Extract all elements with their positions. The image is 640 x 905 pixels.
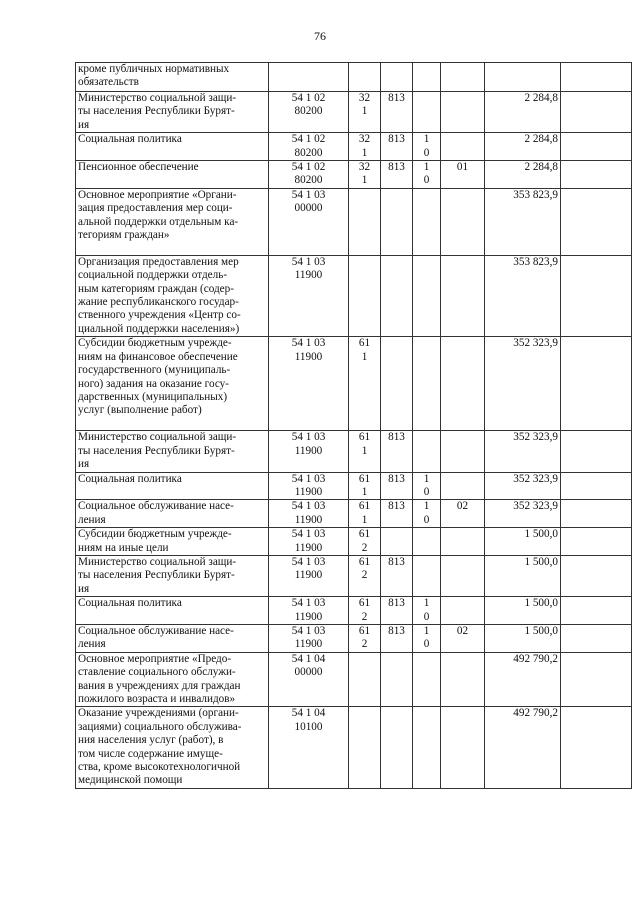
row-expense-type (349, 255, 381, 336)
row-section (413, 528, 441, 556)
row-expense-type (349, 188, 381, 255)
row-amount: 2 284,8 (485, 161, 561, 189)
table-row (76, 92, 632, 133)
row-expense-type: 32 1 (349, 133, 381, 161)
row-subsection (441, 255, 485, 336)
row-ministry-code: 813 (381, 500, 413, 528)
row-name: Социальное обслуживание насе- ления (76, 624, 269, 652)
table-row (76, 188, 632, 255)
row-section (413, 431, 441, 472)
row-subsection (441, 92, 485, 133)
table-row (76, 133, 632, 161)
row-name: Субсидии бюджетным учрежде- ниям на иные цели (76, 528, 269, 556)
row-section: 1 0 (413, 133, 441, 161)
row-subsection (441, 133, 485, 161)
row-section (413, 92, 441, 133)
row-expense-type: 61 1 (349, 431, 381, 472)
row-amount: 1 500,0 (485, 555, 561, 596)
row-name: Министерство социальной защи- ты населения Республики Бурят- ия (76, 431, 269, 472)
row-subsection (441, 555, 485, 596)
row-expense-type: 61 1 (349, 472, 381, 500)
page-number: 76 (314, 29, 326, 43)
row-target-code: 54 1 03 00000 (269, 188, 349, 255)
row-ministry-code: 813 (381, 555, 413, 596)
row-target-code: 54 1 03 11900 (269, 597, 349, 625)
row-name: Социальное обслуживание насе- ления (76, 500, 269, 528)
row-name: Пенсионное обеспечение (76, 161, 269, 189)
row-ministry-code (381, 188, 413, 255)
table-row (76, 472, 632, 500)
row-empty-cell (561, 161, 632, 189)
row-target-code: 54 1 03 11900 (269, 624, 349, 652)
row-amount: 1 500,0 (485, 624, 561, 652)
row-section (413, 337, 441, 431)
row-expense-type: 61 2 (349, 555, 381, 596)
table-row (76, 431, 632, 472)
row-empty-cell (561, 472, 632, 500)
row-name: Социальная политика (76, 472, 269, 500)
row-empty-cell (561, 431, 632, 472)
row-ministry-code: 813 (381, 92, 413, 133)
row-empty-cell (561, 133, 632, 161)
row-subsection (441, 337, 485, 431)
row-section (413, 652, 441, 707)
row-target-code: 54 1 03 11900 (269, 255, 349, 336)
table-row (76, 161, 632, 189)
row-section (413, 555, 441, 596)
table-row (76, 707, 632, 788)
row-empty-cell (561, 652, 632, 707)
row-expense-type (349, 707, 381, 788)
row-subsection (441, 707, 485, 788)
table-row (76, 528, 632, 556)
row-expense-type (349, 63, 381, 92)
budget-table (75, 62, 632, 789)
row-ministry-code (381, 63, 413, 92)
row-subsection (441, 652, 485, 707)
table-row (76, 500, 632, 528)
row-name: Социальная политика (76, 133, 269, 161)
row-target-code: 54 1 02 80200 (269, 161, 349, 189)
row-name: кроме публичных нормативных обязательств (76, 63, 269, 92)
row-expense-type: 61 2 (349, 528, 381, 556)
row-ministry-code (381, 255, 413, 336)
row-name: Оказание учреждениями (органи- зациями) социального обслужива- ния населения услуг (работ), в том числе содержание имуще- ства, кроме высокотехнологичной медицинской помощи (76, 707, 269, 788)
row-empty-cell (561, 63, 632, 92)
row-amount: 352 323,9 (485, 337, 561, 431)
row-empty-cell (561, 624, 632, 652)
row-target-code: 54 1 04 10100 (269, 707, 349, 788)
row-target-code (269, 63, 349, 92)
row-subsection: 01 (441, 161, 485, 189)
row-ministry-code: 813 (381, 431, 413, 472)
row-subsection (441, 597, 485, 625)
row-amount: 353 823,9 (485, 255, 561, 336)
row-subsection (441, 528, 485, 556)
row-subsection: 02 (441, 624, 485, 652)
table-row (76, 63, 632, 92)
row-subsection: 02 (441, 500, 485, 528)
row-target-code: 54 1 02 80200 (269, 133, 349, 161)
table-body (76, 63, 632, 789)
table-row (76, 652, 632, 707)
row-target-code: 54 1 03 11900 (269, 472, 349, 500)
table-row (76, 597, 632, 625)
row-ministry-code: 813 (381, 133, 413, 161)
row-ministry-code (381, 652, 413, 707)
row-empty-cell (561, 555, 632, 596)
row-expense-type: 61 1 (349, 337, 381, 431)
row-target-code: 54 1 02 80200 (269, 92, 349, 133)
table-row (76, 624, 632, 652)
row-subsection (441, 472, 485, 500)
row-empty-cell (561, 597, 632, 625)
row-amount: 1 500,0 (485, 597, 561, 625)
row-ministry-code (381, 528, 413, 556)
table-row (76, 255, 632, 336)
row-amount: 352 323,9 (485, 500, 561, 528)
row-target-code: 54 1 04 00000 (269, 652, 349, 707)
row-expense-type: 61 1 (349, 500, 381, 528)
table-row (76, 555, 632, 596)
row-amount: 2 284,8 (485, 133, 561, 161)
row-ministry-code: 813 (381, 597, 413, 625)
row-section: 1 0 (413, 500, 441, 528)
row-expense-type: 32 1 (349, 161, 381, 189)
row-subsection (441, 63, 485, 92)
row-empty-cell (561, 188, 632, 255)
row-section: 1 0 (413, 624, 441, 652)
row-section (413, 63, 441, 92)
row-empty-cell (561, 707, 632, 788)
row-section: 1 0 (413, 161, 441, 189)
row-name: Основное мероприятие «Органи- зация предоставления мер соци- альной поддержки отдельным ка- тегориям граждан» (76, 188, 269, 255)
row-amount: 2 284,8 (485, 92, 561, 133)
row-empty-cell (561, 92, 632, 133)
row-section (413, 707, 441, 788)
row-ministry-code (381, 337, 413, 431)
row-empty-cell (561, 337, 632, 431)
row-name: Основное мероприятие «Предо- ставление социального обслужи- вания в учреждениях для граждан пожилого возраста и инвалидов» (76, 652, 269, 707)
row-name: Социальная политика (76, 597, 269, 625)
row-amount: 492 790,2 (485, 707, 561, 788)
row-name: Организация предоставления мер социальной поддержки отдель- ным категориям граждан (содер- жание республиканского государ- ственного учреждения «Центр со- циальной поддержки населения») (76, 255, 269, 336)
row-amount: 352 323,9 (485, 472, 561, 500)
row-expense-type: 61 2 (349, 597, 381, 625)
row-empty-cell (561, 500, 632, 528)
row-expense-type: 61 2 (349, 624, 381, 652)
row-target-code: 54 1 03 11900 (269, 528, 349, 556)
row-name: Субсидии бюджетным учрежде- ниям на финансовое обеспечение государственного (муниципаль- ного) задания на оказание госу- дарственных (муниципальных) услуг (выполнение работ) (76, 337, 269, 431)
row-subsection (441, 188, 485, 255)
row-amount: 492 790,2 (485, 652, 561, 707)
row-expense-type (349, 652, 381, 707)
row-empty-cell (561, 255, 632, 336)
row-target-code: 54 1 03 11900 (269, 500, 349, 528)
row-target-code: 54 1 03 11900 (269, 337, 349, 431)
row-target-code: 54 1 03 11900 (269, 555, 349, 596)
row-ministry-code: 813 (381, 161, 413, 189)
row-target-code: 54 1 03 11900 (269, 431, 349, 472)
row-name: Министерство социальной защи- ты населения Республики Бурят- ия (76, 555, 269, 596)
row-amount (485, 63, 561, 92)
row-ministry-code (381, 707, 413, 788)
row-subsection (441, 431, 485, 472)
table-row (76, 337, 632, 431)
row-section: 1 0 (413, 597, 441, 625)
row-empty-cell (561, 528, 632, 556)
row-expense-type: 32 1 (349, 92, 381, 133)
row-ministry-code: 813 (381, 624, 413, 652)
row-section (413, 188, 441, 255)
row-section: 1 0 (413, 472, 441, 500)
row-ministry-code: 813 (381, 472, 413, 500)
row-amount: 353 823,9 (485, 188, 561, 255)
row-section (413, 255, 441, 336)
row-amount: 1 500,0 (485, 528, 561, 556)
row-name: Министерство социальной защи- ты населения Республики Бурят- ия (76, 92, 269, 133)
row-amount: 352 323,9 (485, 431, 561, 472)
